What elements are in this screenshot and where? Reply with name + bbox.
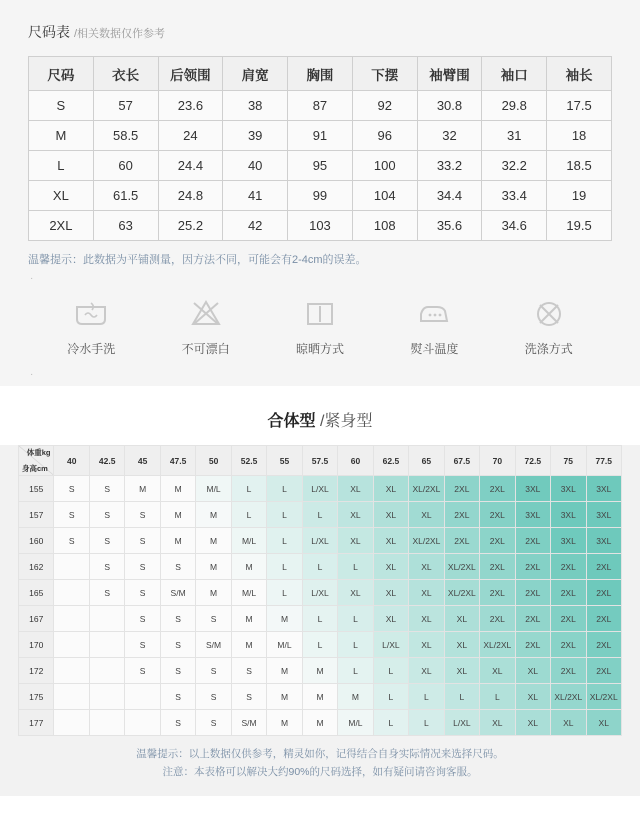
iron-icon (377, 294, 491, 334)
size-cell: 58.5 (93, 121, 158, 151)
matrix-size-cell (54, 632, 89, 658)
matrix-size-cell (125, 710, 160, 736)
size-cell: 18.5 (547, 151, 612, 181)
matrix-weight-col: 42.5 (89, 446, 124, 476)
matrix-size-cell: L (373, 684, 408, 710)
matrix-size-cell: S/M (231, 710, 266, 736)
matrix-size-cell: XL/2XL (409, 528, 444, 554)
matrix-row (19, 606, 622, 632)
matrix-row (19, 632, 622, 658)
size-cell: 95 (288, 151, 353, 181)
matrix-size-cell: XL (444, 606, 479, 632)
matrix-size-cell: 2XL (586, 554, 622, 580)
matrix-height-row-header: 167 (19, 606, 54, 632)
matrix-size-cell: S (196, 710, 231, 736)
matrix-size-cell: M (231, 554, 266, 580)
matrix-size-cell: XL (373, 528, 408, 554)
matrix-size-cell: XL (373, 606, 408, 632)
matrix-size-cell: 2XL (586, 606, 622, 632)
care-item (148, 294, 262, 357)
size-matrix-panel (0, 445, 640, 796)
matrix-size-cell: 2XL (551, 632, 586, 658)
matrix-size-cell (54, 684, 89, 710)
matrix-size-cell: M (160, 528, 195, 554)
matrix-size-cell: M/L (231, 528, 266, 554)
size-cell: 19 (547, 181, 612, 211)
matrix-size-cell: L (444, 684, 479, 710)
matrix-size-cell: S (125, 554, 160, 580)
matrix-height-row-header: 165 (19, 580, 54, 606)
matrix-weight-col: 75 (551, 446, 586, 476)
care-label: 晾晒方式 (295, 342, 344, 356)
matrix-size-cell: L (338, 554, 373, 580)
matrix-size-cell: L (373, 710, 408, 736)
matrix-size-cell: M (267, 606, 302, 632)
matrix-size-cell: XL (338, 528, 373, 554)
matrix-size-cell: 3XL (586, 476, 622, 502)
care-item (34, 294, 148, 357)
matrix-size-cell (54, 658, 89, 684)
matrix-weight-col: 52.5 (231, 446, 266, 476)
matrix-height-row-header: 170 (19, 632, 54, 658)
matrix-size-cell: L (231, 476, 266, 502)
matrix-size-cell: 3XL (586, 528, 622, 554)
matrix-size-cell: L/XL (444, 710, 479, 736)
size-cell: 108 (352, 211, 417, 241)
matrix-size-cell: M (267, 710, 302, 736)
matrix-size-cell: L (267, 580, 302, 606)
size-cell: 30.8 (417, 91, 482, 121)
matrix-height-row-header: 177 (19, 710, 54, 736)
matrix-size-cell: M (267, 658, 302, 684)
matrix-size-cell: XL (444, 658, 479, 684)
size-col-header: 尺码 (29, 57, 94, 91)
fit-type-heading (0, 386, 640, 445)
fit-type-bold: 合体型 (267, 413, 316, 430)
matrix-size-cell: XL (551, 710, 586, 736)
matrix-size-cell: L (267, 528, 302, 554)
matrix-size-cell: S (125, 658, 160, 684)
matrix-size-cell: L (231, 502, 266, 528)
size-cell: 23.6 (158, 91, 223, 121)
matrix-size-cell: M/L (196, 476, 231, 502)
matrix-size-cell: L/XL (302, 580, 337, 606)
matrix-size-cell: L (338, 606, 373, 632)
size-cell: 41 (223, 181, 288, 211)
matrix-size-cell (89, 632, 124, 658)
matrix-size-cell: L (267, 502, 302, 528)
size-cell: 99 (288, 181, 353, 211)
matrix-size-cell: L (267, 476, 302, 502)
matrix-size-cell: L (302, 554, 337, 580)
matrix-size-cell: 2XL (480, 606, 515, 632)
matrix-size-cell: L (338, 632, 373, 658)
matrix-size-cell: 2XL (586, 632, 622, 658)
matrix-row (19, 554, 622, 580)
matrix-size-cell: S (160, 684, 195, 710)
size-cell: 103 (288, 211, 353, 241)
size-cell: L (29, 151, 94, 181)
matrix-weight-col: 45 (125, 446, 160, 476)
matrix-size-cell: XL/2XL (586, 684, 622, 710)
matrix-weight-col: 62.5 (373, 446, 408, 476)
matrix-size-cell: S (196, 606, 231, 632)
matrix-size-cell: 3XL (551, 528, 586, 554)
matrix-weight-col: 40 (54, 446, 89, 476)
matrix-size-cell: S (125, 528, 160, 554)
matrix-size-cell (89, 710, 124, 736)
matrix-size-cell: M (267, 684, 302, 710)
matrix-size-cell: L (373, 658, 408, 684)
matrix-header-row (19, 446, 622, 476)
matrix-size-cell: S (160, 554, 195, 580)
matrix-size-cell: XL (409, 658, 444, 684)
matrix-size-cell: 2XL (444, 476, 479, 502)
size-col-header: 后领围 (158, 57, 223, 91)
matrix-size-cell: S (125, 606, 160, 632)
matrix-size-cell: S (231, 684, 266, 710)
matrix-size-cell: S (231, 658, 266, 684)
size-cell: 34.4 (417, 181, 482, 211)
size-cell: 92 (352, 91, 417, 121)
matrix-size-cell: XL (373, 476, 408, 502)
matrix-size-cell: L/XL (302, 528, 337, 554)
matrix-size-cell: 2XL (586, 658, 622, 684)
matrix-weight-col: 57.5 (302, 446, 337, 476)
matrix-size-cell: S (196, 684, 231, 710)
size-cell: 33.4 (482, 181, 547, 211)
size-cell: 17.5 (547, 91, 612, 121)
size-cell: 63 (93, 211, 158, 241)
matrix-size-cell: M (160, 502, 195, 528)
matrix-size-cell: 2XL (480, 554, 515, 580)
matrix-size-cell: L/XL (373, 632, 408, 658)
matrix-weight-col: 55 (267, 446, 302, 476)
matrix-size-cell: S (125, 502, 160, 528)
panel-title (28, 22, 612, 42)
matrix-size-cell: XL (515, 684, 550, 710)
matrix-size-cell: XL (373, 502, 408, 528)
panel-title-main: 尺码表 (28, 24, 70, 40)
size-cell: 31 (482, 121, 547, 151)
footer-line-1: 温馨提示：以上数据仅供参考，精灵如你，记得结合自身实际情况来选择尺码。 (136, 748, 504, 760)
matrix-size-cell: XL (338, 476, 373, 502)
matrix-size-cell: M (302, 710, 337, 736)
matrix-size-cell: XL/2XL (444, 554, 479, 580)
matrix-height-label: 身高cm (22, 464, 48, 473)
size-cell: 87 (288, 91, 353, 121)
size-cell: 60 (93, 151, 158, 181)
dry-flat-icon (263, 294, 377, 334)
matrix-size-cell (89, 606, 124, 632)
matrix-size-cell: 3XL (551, 502, 586, 528)
matrix-row (19, 710, 622, 736)
matrix-size-cell: XL (480, 658, 515, 684)
matrix-size-cell: 2XL (480, 476, 515, 502)
matrix-size-cell: 2XL (551, 580, 586, 606)
size-cell: 40 (223, 151, 288, 181)
table-row (29, 151, 612, 181)
matrix-size-cell: S (54, 528, 89, 554)
size-cell: 32 (417, 121, 482, 151)
size-cell: 24 (158, 121, 223, 151)
decorative-dot-top: · (30, 273, 34, 284)
matrix-size-cell: 2XL (480, 528, 515, 554)
panel-title-sub: /相关数据仅作参考 (74, 28, 166, 40)
matrix-size-cell (54, 580, 89, 606)
matrix-size-cell: S (89, 476, 124, 502)
size-cell: 100 (352, 151, 417, 181)
matrix-weight-col: 60 (338, 446, 373, 476)
matrix-size-cell: L (480, 684, 515, 710)
matrix-weight-col: 47.5 (160, 446, 195, 476)
matrix-size-cell: M (231, 632, 266, 658)
matrix-size-cell: XL (444, 632, 479, 658)
size-cell: 18 (547, 121, 612, 151)
size-cell: 35.6 (417, 211, 482, 241)
matrix-size-cell: XL (373, 554, 408, 580)
matrix-size-cell: M (231, 606, 266, 632)
matrix-height-row-header: 175 (19, 684, 54, 710)
matrix-size-cell: M (338, 684, 373, 710)
matrix-size-cell: S (89, 528, 124, 554)
matrix-size-cell: 2XL (515, 554, 550, 580)
matrix-size-cell: 3XL (586, 502, 622, 528)
size-col-header: 袖口 (482, 57, 547, 91)
matrix-size-cell: L (409, 684, 444, 710)
matrix-size-cell: S (125, 632, 160, 658)
matrix-size-cell: 2XL (480, 502, 515, 528)
size-table (28, 56, 612, 241)
matrix-size-cell: XL (338, 502, 373, 528)
size-cell: 24.4 (158, 151, 223, 181)
matrix-size-cell: XL (373, 580, 408, 606)
size-cell: XL (29, 181, 94, 211)
footer-line-2: 注意：本表格可以解决大约90%的尺码选择，如有疑问请咨询客服。 (162, 765, 478, 778)
matrix-size-cell (54, 710, 89, 736)
size-chart-panel (0, 0, 640, 386)
matrix-size-cell: 3XL (515, 476, 550, 502)
matrix-size-cell (54, 554, 89, 580)
matrix-size-cell: XL (586, 710, 622, 736)
matrix-size-cell: L (409, 710, 444, 736)
matrix-size-cell: L (338, 658, 373, 684)
size-matrix-table (18, 445, 622, 736)
matrix-size-cell: 2XL (515, 580, 550, 606)
care-label: 洗涤方式 (524, 342, 573, 356)
matrix-size-cell: 2XL (444, 502, 479, 528)
care-label: 冷水手洗 (67, 342, 116, 356)
matrix-size-cell (89, 658, 124, 684)
matrix-size-cell: L (302, 632, 337, 658)
matrix-size-cell: 2XL (515, 606, 550, 632)
size-cell: 2XL (29, 211, 94, 241)
matrix-size-cell: 2XL (551, 554, 586, 580)
matrix-size-cell: L/XL (302, 476, 337, 502)
size-cell: 104 (352, 181, 417, 211)
no-dryclean-icon (492, 294, 606, 334)
matrix-size-cell: XL (480, 710, 515, 736)
care-item (377, 294, 491, 357)
matrix-size-cell: M (196, 580, 231, 606)
matrix-row (19, 684, 622, 710)
matrix-size-cell: L (302, 606, 337, 632)
matrix-size-cell: L (267, 554, 302, 580)
matrix-size-cell: S/M (196, 632, 231, 658)
size-cell: 33.2 (417, 151, 482, 181)
matrix-size-cell (89, 684, 124, 710)
size-cell: 32.2 (482, 151, 547, 181)
matrix-size-cell: XL (338, 580, 373, 606)
size-col-header: 衣长 (93, 57, 158, 91)
matrix-size-cell: M (302, 684, 337, 710)
matrix-size-cell (54, 606, 89, 632)
matrix-size-cell: S (89, 502, 124, 528)
matrix-size-cell: S (160, 606, 195, 632)
matrix-size-cell: 2XL (551, 658, 586, 684)
footer-note (18, 746, 622, 782)
size-cell: 24.8 (158, 181, 223, 211)
matrix-size-cell: S/M (160, 580, 195, 606)
size-cell: 19.5 (547, 211, 612, 241)
fit-type-thin: /紧身型 (315, 413, 373, 430)
matrix-size-cell: 2XL (480, 580, 515, 606)
hand-wash-icon (34, 294, 148, 334)
size-cell: 96 (352, 121, 417, 151)
size-col-header: 袖长 (547, 57, 612, 91)
matrix-height-row-header: 155 (19, 476, 54, 502)
matrix-row (19, 658, 622, 684)
matrix-height-row-header: 162 (19, 554, 54, 580)
matrix-size-cell: XL (409, 632, 444, 658)
matrix-corner-header (19, 446, 54, 476)
matrix-size-cell: XL (409, 606, 444, 632)
matrix-size-cell: M/L (231, 580, 266, 606)
matrix-size-cell: M (196, 502, 231, 528)
care-label: 不可漂白 (181, 342, 230, 356)
matrix-size-cell: S (125, 580, 160, 606)
size-cell: 38 (223, 91, 288, 121)
matrix-size-cell: 2XL (551, 606, 586, 632)
size-col-header: 肩宽 (223, 57, 288, 91)
size-cell: 91 (288, 121, 353, 151)
matrix-size-cell: XL/2XL (444, 580, 479, 606)
matrix-size-cell: M (196, 554, 231, 580)
size-col-header: 胸围 (288, 57, 353, 91)
matrix-size-cell: XL (409, 502, 444, 528)
size-cell: 25.2 (158, 211, 223, 241)
size-col-header: 下摆 (352, 57, 417, 91)
matrix-size-cell: S (196, 658, 231, 684)
matrix-size-cell: S (89, 580, 124, 606)
table-row (29, 181, 612, 211)
matrix-weight-col: 67.5 (444, 446, 479, 476)
care-instructions (28, 284, 612, 363)
matrix-size-cell: L (302, 502, 337, 528)
decorative-dot-bottom: · (30, 369, 34, 380)
matrix-size-cell: S (54, 476, 89, 502)
matrix-weight-col: 65 (409, 446, 444, 476)
matrix-weight-col: 50 (196, 446, 231, 476)
no-bleach-icon (148, 294, 262, 334)
table-row (29, 211, 612, 241)
measurement-note: 温馨提示：此数据为平铺测量，因方法不同，可能会有2-4cm的误差。 (28, 254, 367, 266)
matrix-size-cell: XL (515, 658, 550, 684)
matrix-height-row-header: 157 (19, 502, 54, 528)
matrix-weight-col: 70 (480, 446, 515, 476)
matrix-size-cell: M/L (267, 632, 302, 658)
size-cell: 61.5 (93, 181, 158, 211)
matrix-size-cell: XL (409, 580, 444, 606)
matrix-size-cell: XL/2XL (480, 632, 515, 658)
matrix-height-row-header: 160 (19, 528, 54, 554)
matrix-size-cell: S (54, 502, 89, 528)
size-cell: 42 (223, 211, 288, 241)
matrix-size-cell: XL (515, 710, 550, 736)
matrix-size-cell: XL (409, 554, 444, 580)
matrix-row (19, 580, 622, 606)
matrix-size-cell: S (160, 658, 195, 684)
matrix-size-cell: M (196, 528, 231, 554)
matrix-height-row-header: 172 (19, 658, 54, 684)
care-label: 熨斗温度 (410, 342, 459, 356)
matrix-size-cell: S (160, 632, 195, 658)
matrix-size-cell: 3XL (551, 476, 586, 502)
matrix-size-cell (125, 684, 160, 710)
table-row (29, 91, 612, 121)
matrix-row (19, 476, 622, 502)
matrix-size-cell: M (302, 658, 337, 684)
matrix-size-cell: 2XL (444, 528, 479, 554)
matrix-size-cell: XL/2XL (409, 476, 444, 502)
size-cell: 39 (223, 121, 288, 151)
size-col-header: 袖臂围 (417, 57, 482, 91)
matrix-weight-label: 体重kg (26, 448, 51, 457)
matrix-size-cell: 2XL (515, 632, 550, 658)
size-cell: 57 (93, 91, 158, 121)
size-cell: M (29, 121, 94, 151)
size-cell: 34.6 (482, 211, 547, 241)
table-row (29, 121, 612, 151)
matrix-size-cell: 3XL (515, 502, 550, 528)
matrix-weight-col: 77.5 (586, 446, 622, 476)
size-cell: S (29, 91, 94, 121)
matrix-size-cell: M (125, 476, 160, 502)
matrix-size-cell: 2XL (586, 580, 622, 606)
matrix-size-cell: XL/2XL (551, 684, 586, 710)
care-item (263, 294, 377, 357)
matrix-weight-col: 72.5 (515, 446, 550, 476)
matrix-row (19, 502, 622, 528)
matrix-row (19, 528, 622, 554)
matrix-size-cell: 2XL (515, 528, 550, 554)
matrix-size-cell: M/L (338, 710, 373, 736)
matrix-size-cell: S (160, 710, 195, 736)
matrix-size-cell: M (160, 476, 195, 502)
size-cell: 29.8 (482, 91, 547, 121)
size-table-header-row (29, 57, 612, 91)
matrix-size-cell: S (89, 554, 124, 580)
care-item (492, 294, 606, 357)
